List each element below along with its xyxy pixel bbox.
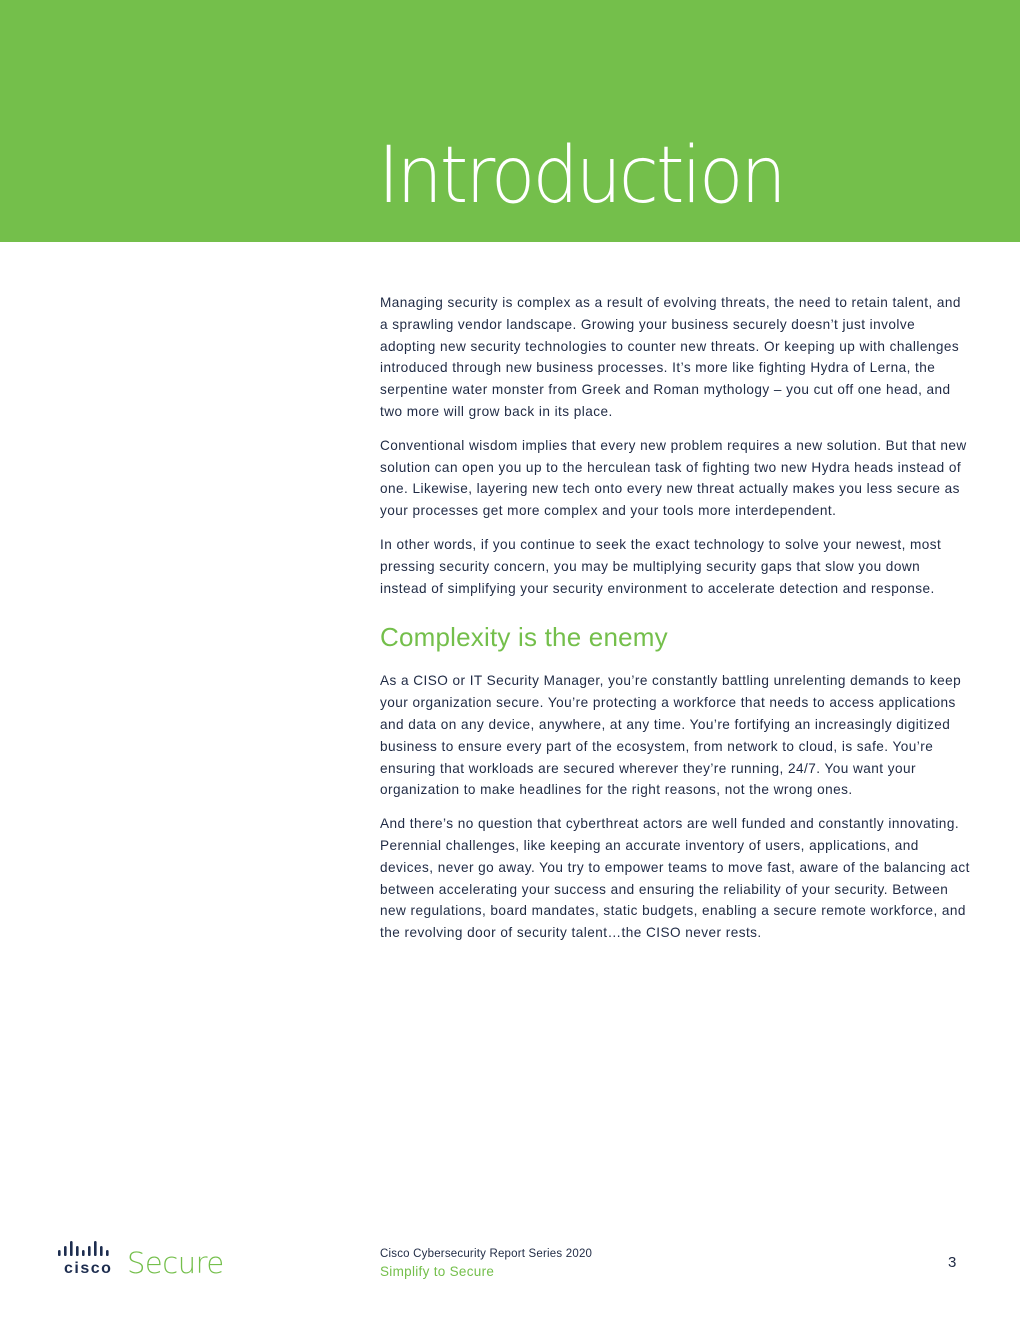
main-content [380, 292, 970, 956]
section-paragraph-1: As a CISO or IT Security Manager, you’re constantly battling unrelenting demands to keep your organization secure. You’re protecting a workforce that needs to access applications and data on any device, anywhere, at any time. You’re fortifying an increasingly digitized business to ensure every part of the ecosystem, from network to cloud, is safe. You’re ensuring that workloads are secured wherever they’re running, 24/7. You want your organization to make headlines for the right reasons, not the wrong ones. [380, 673, 962, 798]
intro-paragraph-1: Managing security is complex as a result of evolving threats, the need to retain talent, and a sprawling vendor landscape. Growing your business securely doesn’t just involve adopting new security technologies to counter new threats. Or keeping up with challenges introduced through new business processes. It’s more like fighting Hydra of Lerna, the serpentine water monster from Greek and Roman mythology – you cut off one head, and two more will grow back in its place. [380, 295, 961, 419]
header-banner [0, 0, 1020, 242]
secure-wordmark: Secure [127, 1246, 224, 1280]
footer-text [380, 1247, 592, 1282]
report-tagline: Simplify to Secure [380, 1264, 495, 1279]
cisco-logo-icon [58, 1240, 238, 1280]
intro-paragraph-2: Conventional wisdom implies that every new problem requires a new solution. But that new solution can open you up to the herculean task of fighting two new Hydra heads instead of one. Likewise, layering new tech onto every new threat actually makes you less secure as your processes get more complex and your tools more interdependent. [380, 437, 967, 519]
section-paragraph-2: And there’s no question that cyberthreat actors are well funded and constantly innovating. Perennial challenges, like keeping an accurate inventory of users, applications, and devices, never go away. You try to empower teams to move fast, aware of the balancing act between accelerating your success and ensuring the reliability of your security. Between new regulations, board mandates, static budgets, enabling a secure remote workforce, and the revolving door of security talent…the CISO never rests. [380, 816, 970, 941]
intro-paragraph-3: In other words, if you continue to seek the exact technology to solve your newest, most pressing security concern, you may be multiplying security gaps that slow you down instead of simplifying your security environment to accelerate detection and response. [380, 536, 942, 596]
section-heading: Complexity is the enemy [380, 622, 668, 653]
report-series: Cisco Cybersecurity Report Series 2020 [380, 1248, 593, 1260]
page-number: 3 [948, 1254, 957, 1271]
cisco-wordmark: cisco [64, 1260, 113, 1277]
page-title: Introduction [378, 131, 784, 221]
cisco-secure-logo [58, 1240, 238, 1280]
